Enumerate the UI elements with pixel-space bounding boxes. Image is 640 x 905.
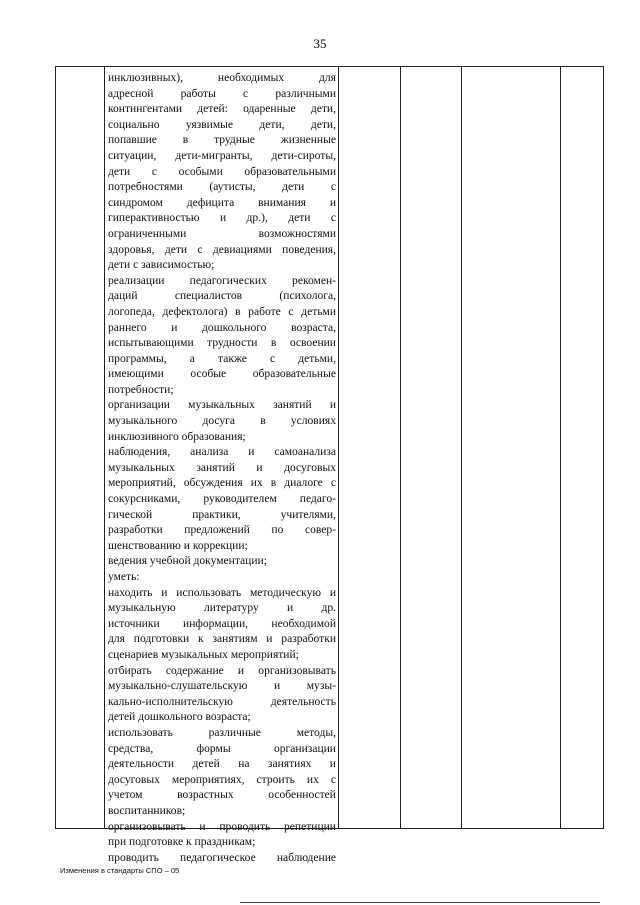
- text-line: ведения учебной документации;: [108, 555, 267, 568]
- text-line: музыкальную литературу и др.: [108, 602, 336, 615]
- text-line: мероприятий, обсуждения их в диалоге с: [108, 477, 336, 490]
- text-line: разработки предложений по совер-: [108, 524, 336, 537]
- text-line: раннего и дошкольного возраста,: [108, 321, 336, 334]
- column-divider: [338, 67, 339, 828]
- text-line: средства, формы организации: [108, 742, 336, 755]
- text-line: даций специалистов (психолога,: [108, 290, 336, 303]
- text-line: сценариев музыкальных мероприятий;: [108, 648, 299, 661]
- text-line: логопеда, дефектолога) в работе с детьми: [108, 305, 336, 318]
- text-line: адресной работы с различными: [108, 87, 336, 100]
- text-line: инклюзивных), необходимых для: [108, 72, 336, 84]
- text-line: сокурсниками, руководителем педаго-: [108, 493, 336, 506]
- text-line: синдромом дефицита внимания и: [108, 196, 336, 209]
- text-line: находить и использовать методическую и: [108, 586, 336, 599]
- column-divider: [400, 67, 401, 828]
- text-line: здоровья, дети с девиациями поведения,: [108, 243, 336, 256]
- text-line: гической практики, учителями,: [108, 508, 336, 521]
- text-line: воспитанников;: [108, 804, 186, 817]
- text-line: отбирать содержание и организовывать: [108, 664, 336, 677]
- text-line: гиперактивностью и др.), дети с: [108, 212, 336, 225]
- page-number: 35: [313, 36, 327, 51]
- text-line: источники информации, необходимой: [108, 617, 336, 630]
- text-line: организовывать и проводить репетиции: [108, 820, 336, 833]
- text-line: уметь:: [108, 571, 140, 583]
- competency-description-cell: [108, 71, 336, 866]
- text-line: ситуации, дети-мигранты, дети-сироты,: [108, 149, 336, 162]
- text-line: организации музыкальных занятий и: [108, 399, 336, 412]
- text-line: музыкально-слушательскую и музы-: [108, 680, 336, 693]
- text-line: дети с зависимостью;: [108, 259, 215, 272]
- text-line: музыкального досуга в условиях: [108, 415, 336, 428]
- text-line: для подготовки к занятиям и разработки: [108, 633, 336, 646]
- standards-table: [55, 66, 604, 864]
- text-line: шенствованию и коррекции;: [108, 539, 248, 552]
- text-line: при подготовке к праздникам;: [108, 836, 256, 849]
- text-line: испытывающими трудности в освоении: [108, 337, 336, 350]
- text-line: кально-исполнительскую деятельность: [108, 695, 336, 708]
- text-line: наблюдения, анализа и самоанализа: [108, 446, 336, 459]
- text-line: музыкальных занятий и досуговых: [108, 461, 336, 474]
- text-line: инклюзивного образования;: [108, 430, 246, 443]
- text-line: программы, а также с детьми,: [108, 352, 336, 365]
- text-line: дети с особыми образовательными: [108, 165, 336, 178]
- text-line: попавшие в трудные жизненные: [108, 134, 336, 147]
- text-line: социально уязвимые дети, дети,: [108, 118, 336, 131]
- text-line: ограниченными возможностями: [108, 227, 336, 240]
- text-line: контингентами детей: одаренные дети,: [108, 103, 336, 116]
- text-line: учетом возрастных особенностей: [108, 789, 336, 802]
- text-line: досуговых мероприятиях, строить их с: [108, 773, 336, 786]
- text-line: имеющими особые образовательные: [108, 368, 336, 381]
- text-line: потребности;: [108, 383, 174, 396]
- text-line: реализации педагогических рекомен-: [108, 274, 336, 287]
- text-line: потребностями (аутисты, дети с: [108, 181, 336, 194]
- text-line: проводить педагогическое наблюдение: [108, 851, 336, 864]
- text-line: использовать различные методы,: [108, 726, 336, 739]
- column-divider: [560, 67, 561, 828]
- text-line: детей дошкольного возраста;: [108, 711, 251, 724]
- bottom-rule: [240, 902, 600, 903]
- column-divider: [104, 67, 105, 828]
- column-divider: [461, 67, 462, 828]
- footer-note: Изменения в стандарты СПО – 05: [60, 866, 180, 875]
- text-line: деятельности детей на занятиях и: [108, 758, 336, 771]
